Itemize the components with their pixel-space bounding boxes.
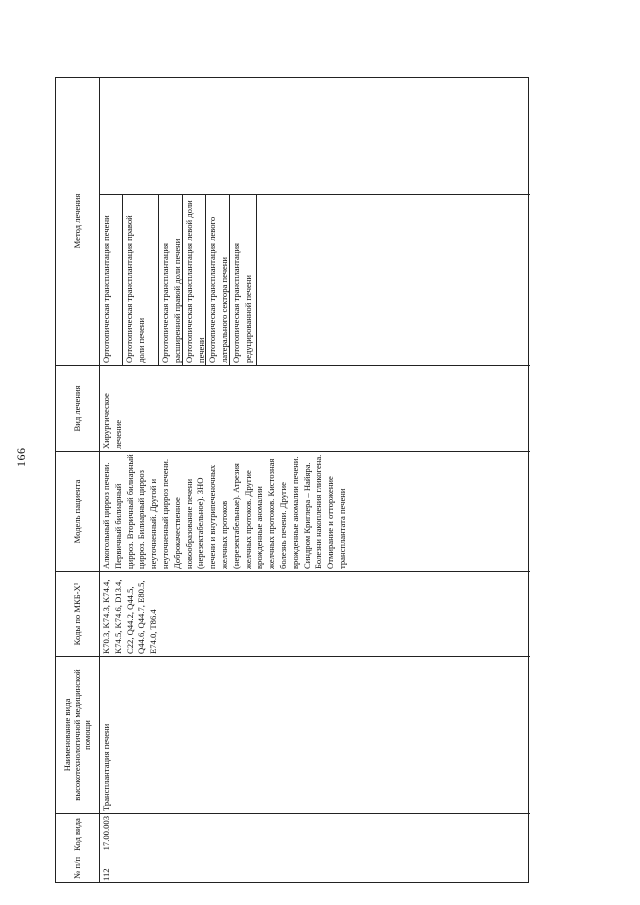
treatment-table: [55, 77, 529, 883]
header-model: Модель пациента: [55, 451, 99, 571]
header-treatment-type: Вид лечения: [55, 365, 99, 451]
header-mkb: Коды по МКБ-Х¹: [55, 571, 99, 656]
method-item: Ортотопическая трансплантация левого латерального сектора печени: [206, 195, 230, 365]
method-item: Ортотопическая трансплантация правой доли печени: [123, 195, 159, 365]
method-item: Ортотопическая трансплантация расширенной правой доли печени: [159, 195, 183, 365]
cell-num: 112: [101, 868, 111, 881]
cell-model: Алкогольный цирроз печени. Первичный билиарный цирроз. Вторичный билиарный цирроз. Билиарный цирроз неуточненный. Другой и неуточненный цирроз печени. Доброкачественное новообразование печени (нерезектабельное). ЗНО печени и внутрипеченочных желчных протоков (нерезектабельные). Атрезия желчных протоков. Другие врожденные аномалии желчных протоков. Кистозная болезнь печени. Другие врожденные аномалии печени. Синдром Криглера – Найяра. Болезни накопления гликогена. Отмирание и отторжение трансплантата печени: [100, 451, 530, 571]
cell-mkb: K70.3, K74.3, K74.4, K74.5, K74.6, D13.4, C22, Q44.2, Q44.5, Q44.6, Q44.7, E80.5, E74.0, T86.4: [100, 571, 530, 656]
header-method: Метод лечения: [72, 193, 82, 249]
header-num: № п/п: [72, 856, 82, 879]
method-item: Ортотопическая трансплантация левой доли печени: [183, 195, 206, 365]
cell-num-code: [100, 813, 530, 883]
cell-name: Трансплантация печени: [100, 656, 530, 813]
table-header-row: [55, 77, 99, 883]
method-item: Ортотопическая трансплантация редуцированной печени: [230, 195, 257, 365]
method-item: Ортотопическая трансплантация печени: [100, 195, 123, 365]
header-name: Наименование вида высокотехнологичной медицинской помощи: [55, 656, 99, 813]
cell-treatment-type: Хирургическое лечение: [100, 365, 530, 451]
method-empty-area: [100, 77, 530, 195]
header-code: Код вида: [72, 818, 82, 851]
table-row: [99, 77, 530, 883]
cell-method: [100, 77, 530, 365]
header-num-code: [55, 813, 99, 883]
method-list: [100, 195, 530, 365]
cell-code: 17.00.003: [101, 816, 111, 851]
page-number: 166: [14, 447, 28, 467]
